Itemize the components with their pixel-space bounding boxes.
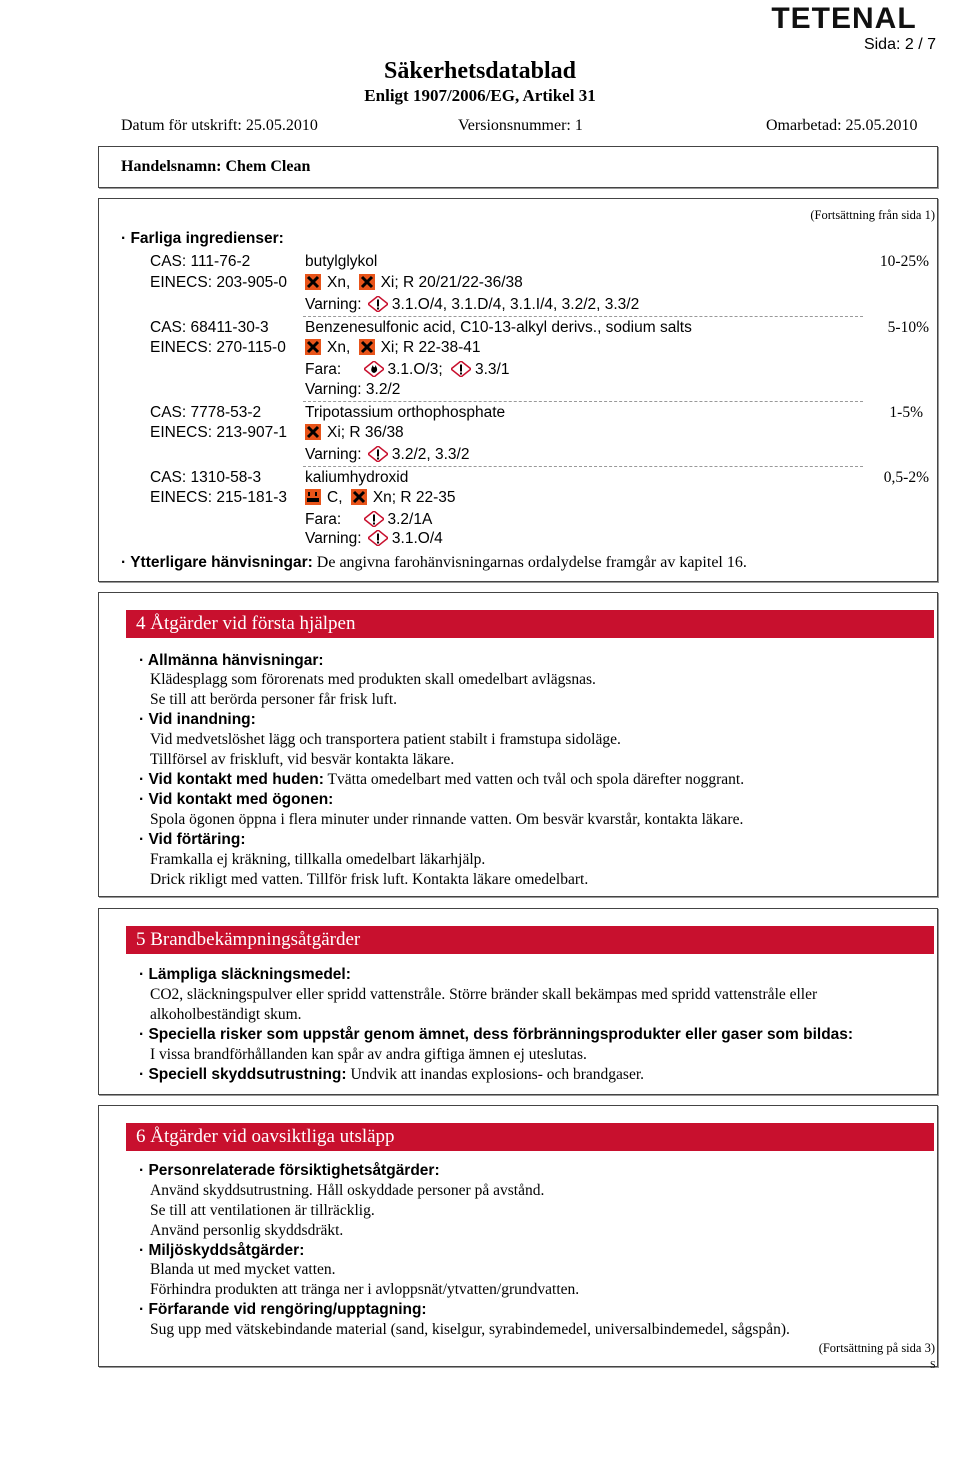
personal-precautions-heading: · Personrelaterade försiktighetsåtgärder: (139, 1162, 440, 1179)
logo-text: TETENAL (771, 2, 917, 32)
warning-line: Varning: 3.2/2, 3.3/2 (305, 446, 470, 463)
text-line: Drick rikligt med vatten. Tillför frisk luft. Kontakta läkare omedelbart. (150, 871, 589, 888)
text-line: Klädesplagg som förorenats med produkten skall omedelbart avlägsnas. (150, 671, 596, 688)
hazard-x-icon (351, 489, 367, 505)
hazard-x-icon (305, 424, 321, 440)
page-number: Sida: 2 / 7 (863, 36, 936, 53)
cas-number: CAS: 7778-53-2 (150, 404, 262, 421)
hazard-x-icon (305, 339, 321, 355)
trade-name: Handelsnamn: Chem Clean (121, 158, 311, 175)
einecs-number: EINECS: 213-907-1 (150, 424, 287, 441)
skin-contact-line: · Vid kontakt med huden: Tvätta omedelbart med vatten och tvål och spola därefter noggrant. (139, 771, 745, 788)
text-line: Spola ögonen öppna i flera minuter under rinnande vatten. Om besvär kvarstår, kontakta läkare. (150, 811, 744, 828)
extinguishing-media-heading: · Lämpliga släckningsmedel: (139, 966, 351, 983)
classification: Xi; R 36/38 (305, 424, 404, 442)
warning-line: Varning: 3.1.O/4, 3.1.D/4, 3.1.I/4, 3.2/2, 3.3/2 (305, 296, 640, 313)
tetenal-logo (748, 2, 940, 32)
further-notes: · Ytterligare hänvisningar: De angivna farohänvisningarnas ordalydelse framgår av kapitel 16. (121, 554, 747, 571)
document-subtitle: Enligt 1907/2006/EG, Artikel 31 (364, 86, 596, 105)
danger-line: Fara: 3.2/1A (305, 511, 433, 528)
cas-number: CAS: 1310-58-3 (150, 469, 262, 486)
substance-name: Benzenesulfonic acid, C10-13-alkyl derivs., sodium salts (305, 319, 692, 336)
exclamation-diamond-icon (368, 530, 388, 546)
text-line: alkoholbeständigt skum. (150, 1006, 302, 1023)
corrosive-icon (451, 361, 471, 377)
substance-name: Tripotassium orthophosphate (305, 404, 506, 421)
eye-contact-heading: · Vid kontakt med ögonen: (139, 791, 334, 808)
row-divider (303, 466, 863, 467)
ingredients-heading: · Farliga ingredienser: (121, 230, 284, 247)
footer-mark: S (930, 1360, 936, 1371)
danger-line: Fara: 3.1.O/3; 3.3/1 (305, 361, 510, 378)
concentration: 5-10% (887, 319, 929, 336)
text-line: Se till att ventilationen är tillräcklig. (150, 1202, 375, 1219)
einecs-number: EINECS: 215-181-3 (150, 489, 287, 506)
corrosive-icon (305, 489, 321, 505)
text-line: Använd personlig skyddsdräkt. (150, 1222, 344, 1239)
environmental-heading: · Miljöskyddsåtgärder: (139, 1242, 305, 1259)
einecs-number: EINECS: 203-905-0 (150, 274, 287, 291)
text-line: Framkalla ej kräkning, tillkalla omedelbart läkarhjälp. (150, 851, 486, 868)
general-notes-heading: · Allmänna hänvisningar: (139, 652, 324, 669)
classification: C, Xn; R 22-35 (305, 489, 456, 507)
einecs-number: EINECS: 270-115-0 (150, 339, 286, 356)
substance-name: butylglykol (305, 253, 378, 270)
revised-date: Omarbetad: 25.05.2010 (766, 117, 918, 134)
section-6-box (98, 1105, 938, 1367)
protective-equipment-line: · Speciell skyddsutrustning: Undvik att inandas explosions- och brandgaser. (139, 1066, 645, 1083)
text-line: I vissa brandförhållanden kan spår av andra giftiga ämnen ej uteslutas. (150, 1046, 587, 1063)
text-line: Tillförsel av friskluft, vid besvär kontakta läkare. (150, 751, 455, 768)
substance-name: kaliumhydroxid (305, 469, 409, 486)
inhalation-heading: · Vid inandning: (139, 711, 256, 728)
concentration: 10-25% (879, 253, 929, 270)
concentration: 1-5% (889, 404, 923, 421)
text-line: Förhindra produkten att tränga ner i avloppsnät/ytvatten/grundvatten. (150, 1281, 580, 1298)
text-line: CO2, släckningspulver eller spridd vattenstråle. Större bränder skall bekämpas med spridd vattenstråle eller (150, 986, 818, 1003)
section-4-box (98, 592, 938, 897)
text-line: Sug upp med vätskebindande material (sand, kiselgur, syrabindemedel, universalbindemedel, sågspån). (150, 1321, 790, 1338)
section-5-box (98, 908, 938, 1095)
section-title: 6 Åtgärder vid oavsiktliga utsläpp (126, 1123, 934, 1151)
section-title: 4 Åtgärder vid första hjälpen (126, 610, 934, 638)
version-number: Versionsnummer: 1 (458, 117, 583, 134)
exclamation-diamond-icon (368, 296, 388, 312)
classification: Xn, Xi; R 20/21/22-36/38 (305, 274, 523, 292)
flame-diamond-icon (364, 361, 384, 377)
cas-number: CAS: 111-76-2 (150, 253, 251, 270)
document-title: Säkerhetsdatablad (383, 58, 577, 84)
ingredients-box (98, 198, 938, 582)
corrosive-icon (364, 511, 384, 527)
warning-line: Varning: 3.2/2 (305, 381, 401, 398)
continued-on: (Fortsättning på sida 3) (818, 1341, 935, 1355)
row-divider (303, 401, 863, 402)
hazard-x-icon (359, 339, 375, 355)
hazard-x-icon (305, 274, 321, 290)
ingestion-heading: · Vid förtäring: (139, 831, 246, 848)
text-line: Blanda ut med mycket vatten. (150, 1261, 336, 1278)
text-line: Se till att berörda personer får frisk luft. (150, 691, 398, 708)
classification: Xn, Xi; R 22-38-41 (305, 339, 481, 357)
trade-name-box (98, 146, 938, 188)
special-risks-heading: · Speciella risker som uppstår genom ämnet, dess förbränningsprodukter eller gaser som bildas: (139, 1026, 854, 1043)
cas-number: CAS: 68411-30-3 (150, 319, 269, 336)
text-line: Använd skyddsutrustning. Håll oskyddade personer på avstånd. (150, 1182, 545, 1199)
hazard-x-icon (359, 274, 375, 290)
print-date: Datum för utskrift: 25.05.2010 (121, 117, 318, 134)
cleanup-heading: · Förfarande vid rengöring/upptagning: (139, 1301, 427, 1318)
row-divider (303, 316, 863, 317)
exclamation-diamond-icon (368, 446, 388, 462)
section-title: 5 Brandbekämpningsåtgärder (126, 926, 934, 954)
continued-from: (Fortsättning från sida 1) (810, 208, 935, 222)
text-line: Vid medvetslöshet lägg och transportera patient stabilt i framstupa sidoläge. (150, 731, 621, 748)
warning-line: Varning: 3.1.O/4 (305, 530, 443, 547)
concentration: 0,5-2% (883, 469, 929, 486)
